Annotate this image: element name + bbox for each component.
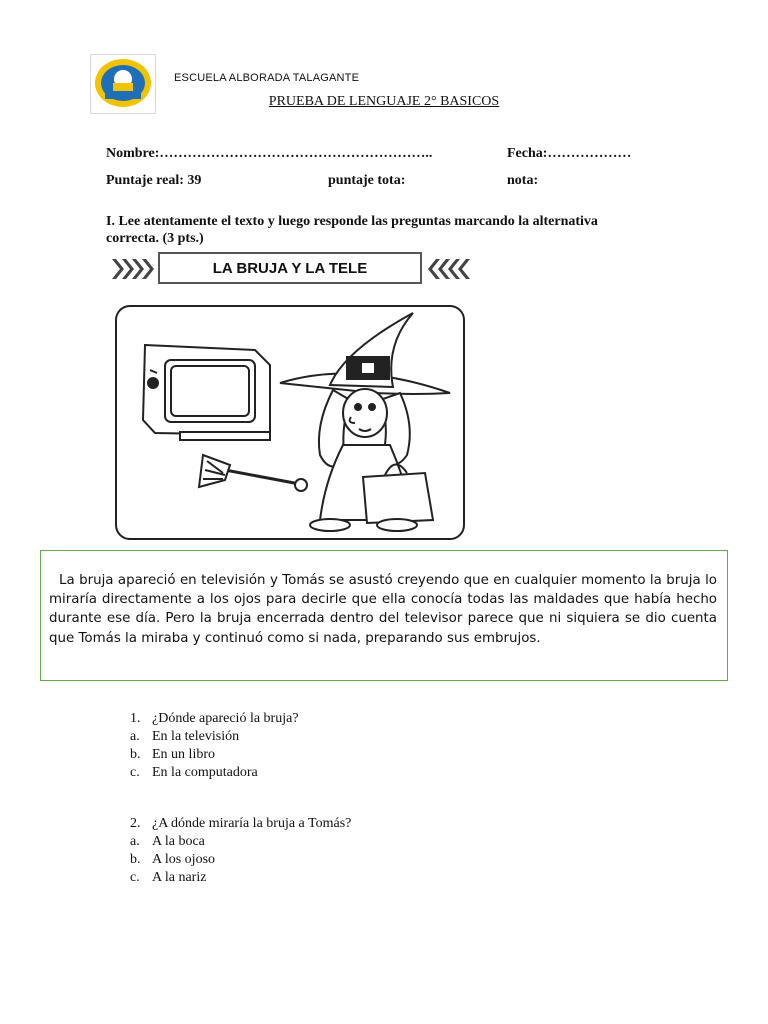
question-2-option-c[interactable]: c. A la nariz xyxy=(130,870,207,885)
story-title: LA BRUJA Y LA TELE xyxy=(212,259,368,277)
question-1-option-c[interactable]: c. En la computadora xyxy=(130,765,258,780)
question-1-option-a[interactable]: a. En la televisión xyxy=(130,729,240,744)
name-field: Nombre:………………………………………………….. xyxy=(106,146,433,161)
total-score: puntaje tota: xyxy=(328,173,406,188)
grade-field: nota: xyxy=(507,173,539,188)
instructions: I. Lee atentamente el texto y luego responde las preguntas marcando la alternativa correcta. (3 pts.) xyxy=(106,214,598,246)
story-title-banner xyxy=(158,252,422,284)
question-2: 2. ¿A dónde miraría la bruja a Tomás? xyxy=(130,816,352,831)
question-2-option-a[interactable]: a. A la boca xyxy=(130,834,205,849)
story-text: La bruja apareció en televisión y Tomás se asustó creyendo que en cualquier momento la bruja lo miraría directamente a los ojos para decirle que ella conocía todas las maldades que había hecho durante ese día. Pero la bruja encerrada dentro del televisor parece que ni siquiera se dio cuenta que Tomás la miraba y continuó como si nada, preparando sus embrujos. xyxy=(49,573,717,646)
question-1-option-b[interactable]: b. En un libro xyxy=(130,747,215,762)
school-name: ESCUELA ALBORADA TALAGANTE xyxy=(174,72,360,84)
actual-score: Puntaje real: 39 xyxy=(106,173,202,188)
tv-icon xyxy=(143,345,270,440)
witch-tv-illustration xyxy=(115,305,465,540)
question-1: 1. ¿Dónde apareció la bruja? xyxy=(130,711,299,726)
question-2-option-b[interactable]: b. A los ojoso xyxy=(130,852,216,867)
page-title: PRUEBA DE LENGUAJE 2° BASICOS xyxy=(268,94,500,109)
story-text-box xyxy=(40,550,728,681)
date-field: Fecha:……………… xyxy=(507,146,632,161)
